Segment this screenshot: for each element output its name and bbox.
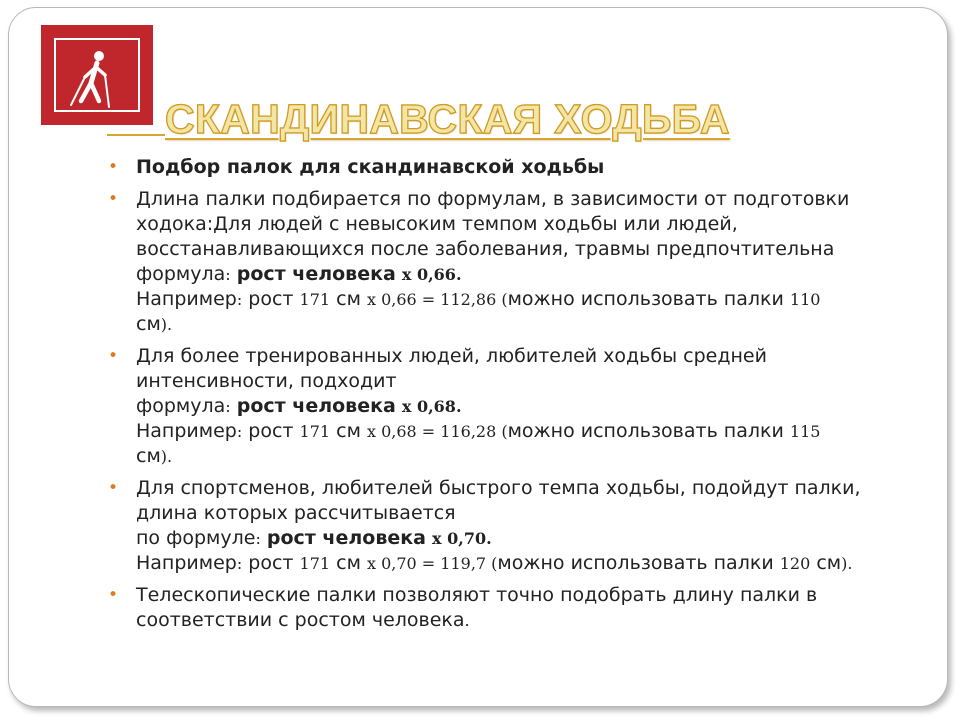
- list-item: [108, 583, 898, 633]
- formula-text: рост человека: [266, 527, 426, 549]
- pole-length: 120: [779, 554, 811, 573]
- list-item: [108, 476, 898, 576]
- example-label: Например: [136, 420, 237, 442]
- formula-label: по формуле: [136, 527, 256, 549]
- title-underline: [107, 134, 165, 136]
- unit: см: [136, 445, 161, 467]
- bullet-list: [108, 155, 898, 640]
- closing: ).: [160, 315, 173, 334]
- formula-factor: х 0,70.: [432, 529, 492, 548]
- calculation: х 0,68 = 116,28 (: [366, 422, 508, 441]
- list-item: [108, 187, 898, 337]
- formula-text: рост человека: [236, 395, 396, 417]
- colon: :: [236, 554, 243, 573]
- section-heading: Подбор палок для скандинавской ходьбы: [136, 156, 605, 178]
- example-word: рост: [248, 288, 294, 310]
- pole-length: 115: [789, 422, 821, 441]
- item-text: Длина палки подбирается по формулам, в зависимости от подготовки ходока:Для людей с невысоким темпом ходьбы или людей, восстанавливающихся после заболевания, травмы предпочтительна: [136, 188, 850, 260]
- unit: см: [336, 288, 361, 310]
- height-value: 171: [299, 554, 331, 573]
- title-row: [107, 84, 730, 140]
- formula-label: формула: [136, 395, 226, 417]
- unit: см: [136, 313, 161, 335]
- closing: .: [464, 611, 470, 630]
- height-value: 171: [299, 422, 331, 441]
- bullet-icon: •: [108, 585, 119, 605]
- colon: :: [225, 265, 231, 284]
- unit: см: [336, 420, 361, 442]
- page-title: СКАНДИНАВСКАЯ ХОДЬБА: [165, 96, 730, 142]
- bullet-icon: •: [108, 478, 119, 498]
- bullet-icon: •: [108, 157, 119, 177]
- list-item: [108, 155, 898, 180]
- colon: :: [236, 290, 243, 309]
- formula-text: рост человека: [236, 263, 396, 285]
- example-word: рост: [248, 420, 294, 442]
- calculation: х 0,70 = 119,7 (: [366, 554, 498, 573]
- bullet-icon: •: [108, 189, 119, 209]
- item-text: Для более тренированных людей, любителей ходьбы средней интенсивности, подходит: [136, 345, 767, 392]
- unit: см: [816, 552, 842, 574]
- pole-length: 110: [789, 290, 821, 309]
- advice-text: можно использовать палки: [507, 288, 784, 310]
- advice-text: можно использовать палки: [507, 420, 784, 442]
- example-label: Например: [136, 552, 237, 574]
- list-item: [108, 344, 898, 469]
- example-word: рост: [248, 552, 294, 574]
- formula-factor: х 0,68.: [401, 397, 462, 416]
- formula-label: формула: [136, 263, 226, 285]
- advice-text: можно использовать палки: [497, 552, 774, 574]
- colon: :: [225, 397, 231, 416]
- item-text: Телескопические палки позволяют точно подобрать длину палки в соответствии с ростом человека: [136, 584, 818, 631]
- formula-factor: х 0,66.: [401, 265, 462, 284]
- unit: см: [336, 552, 361, 574]
- colon: :: [255, 529, 261, 548]
- bullet-icon: •: [108, 346, 119, 366]
- item-text: Для спортсменов, любителей быстрого темпа ходьбы, подойдут палки, длина которых рассчитывается: [136, 477, 861, 524]
- height-value: 171: [299, 290, 331, 309]
- closing: ).: [160, 447, 173, 466]
- calculation: х 0,66 = 112,86 (: [366, 290, 508, 309]
- closing: ).: [841, 554, 853, 573]
- example-label: Например: [136, 288, 237, 310]
- colon: :: [236, 422, 243, 441]
